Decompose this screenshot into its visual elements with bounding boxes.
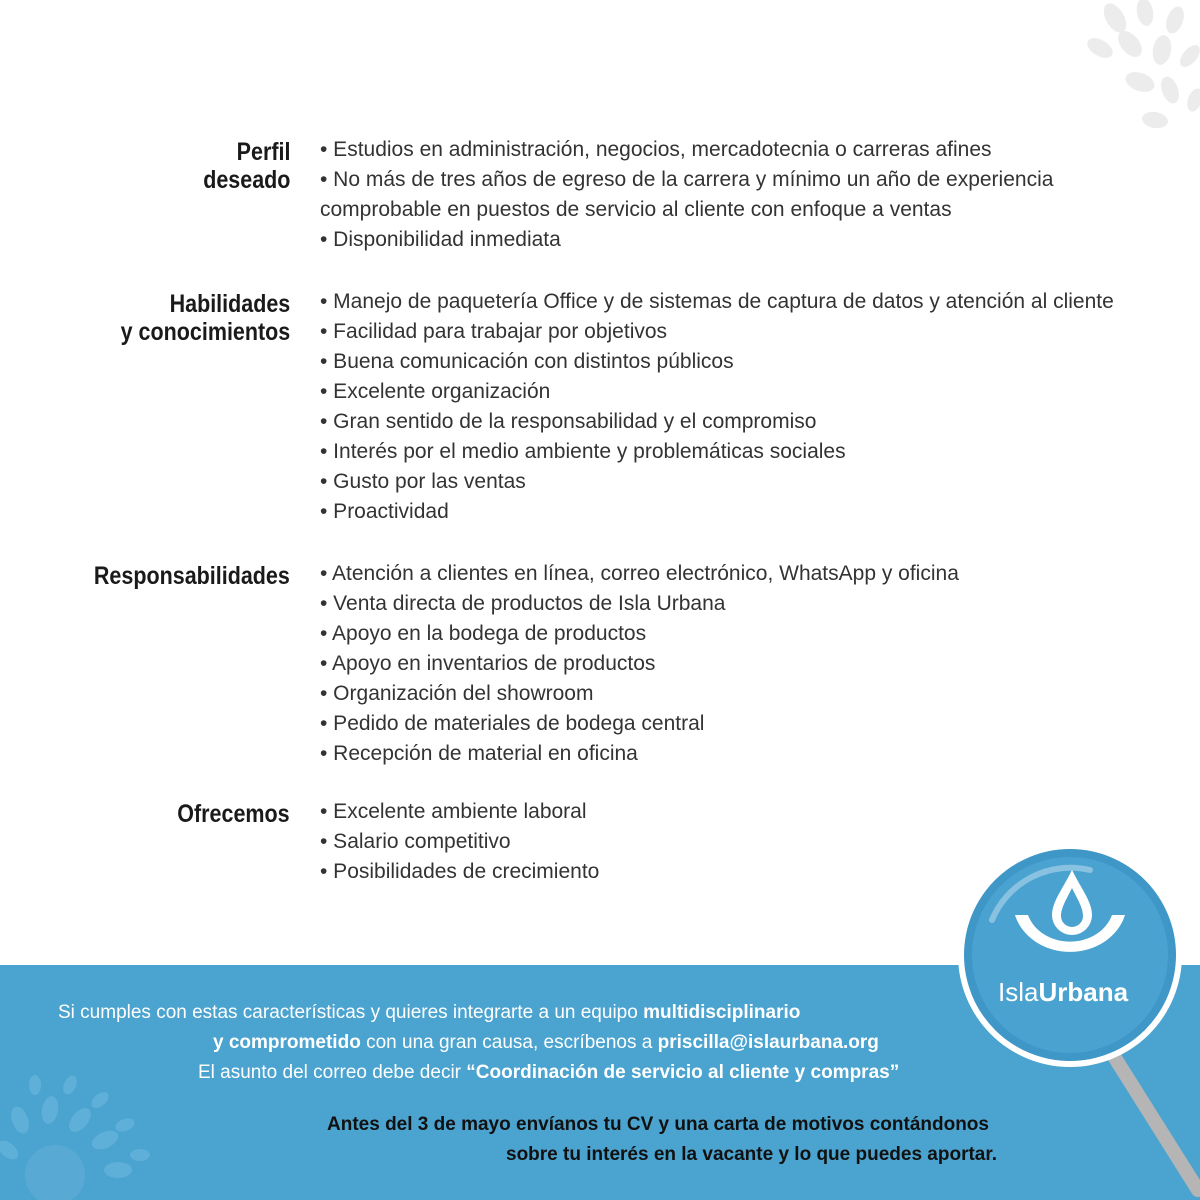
- list-item: • Organización del showroom: [320, 682, 594, 705]
- list-item: • Disponibilidad inmediata: [320, 228, 561, 251]
- list-item: • Gran sentido de la responsabilidad y el compromiso: [320, 410, 817, 433]
- list-item: • Apoyo en la bodega de productos: [320, 622, 647, 645]
- list-item: • Manejo de paquetería Office y de sistemas de captura de datos y atención al cliente: [320, 290, 1114, 313]
- list-item: • No más de tres años de egreso de la carrera y mínimo un año de experiencia comprobable en puestos de servicio al cliente con enfoque a ventas: [320, 168, 1054, 221]
- perfil-list: [320, 135, 1080, 255]
- list-item: • Atención a clientes en línea, correo electrónico, WhatsApp y oficina: [320, 562, 959, 585]
- list-item: • Facilidad para trabajar por objetivos: [320, 320, 668, 343]
- list-item: • Interés por el medio ambiente y problemáticas sociales: [320, 440, 846, 463]
- decorative-swirl-pattern: [0, 1025, 170, 1200]
- deadline-line-2: sobre tu interés en la vacante y lo que puedes aportar.: [506, 1144, 997, 1165]
- section-title-habilidades: Habilidades y conocimientos: [120, 290, 290, 346]
- section-title-ofrecemos: Ofrecemos: [177, 800, 290, 828]
- list-item: • Proactividad: [320, 500, 449, 523]
- list-item: • Apoyo en inventarios de productos: [320, 652, 656, 675]
- list-item: • Excelente organización: [320, 380, 551, 403]
- isla-urbana-logo: [940, 840, 1200, 1200]
- list-item: • Excelente ambiente laboral: [320, 800, 587, 823]
- list-item: • Estudios en administración, negocios, mercadotecnia o carreras afines: [320, 138, 992, 161]
- magnifier-icon: [940, 840, 1200, 1200]
- list-item: • Salario competitivo: [320, 830, 511, 853]
- list-item: • Pedido de materiales de bodega central: [320, 712, 705, 735]
- footer-line-2: y comprometido con una gran causa, escríbenos a priscilla@islaurbana.org: [213, 1032, 879, 1053]
- list-item: • Venta directa de productos de Isla Urbana: [320, 592, 726, 615]
- footer-line-3: El asunto del correo debe decir “Coordinación de servicio al cliente y compras”: [198, 1062, 900, 1083]
- section-title-perfil: Perfil deseado: [202, 138, 290, 194]
- section-title-responsabilidades: Responsabilidades: [94, 562, 290, 590]
- footer-line-1: Si cumples con estas características y quieres integrarte a un equipo multidisciplinario: [58, 1002, 801, 1023]
- contact-email[interactable]: priscilla@islaurbana.org: [657, 1032, 879, 1053]
- list-item: • Gusto por las ventas: [320, 470, 526, 493]
- logo-wordmark: IslaUrbana: [998, 977, 1129, 1007]
- list-item: • Buena comunicación con distintos públicos: [320, 350, 734, 373]
- habilidades-list: [320, 287, 1140, 527]
- deadline-line-1: Antes del 3 de mayo envíanos tu CV y una carta de motivos contándonos: [327, 1114, 989, 1135]
- responsabilidades-list: [320, 559, 1140, 769]
- list-item: • Recepción de material en oficina: [320, 742, 638, 765]
- decorative-petal-pattern: [1030, 0, 1200, 140]
- list-item: • Posibilidades de crecimiento: [320, 860, 600, 883]
